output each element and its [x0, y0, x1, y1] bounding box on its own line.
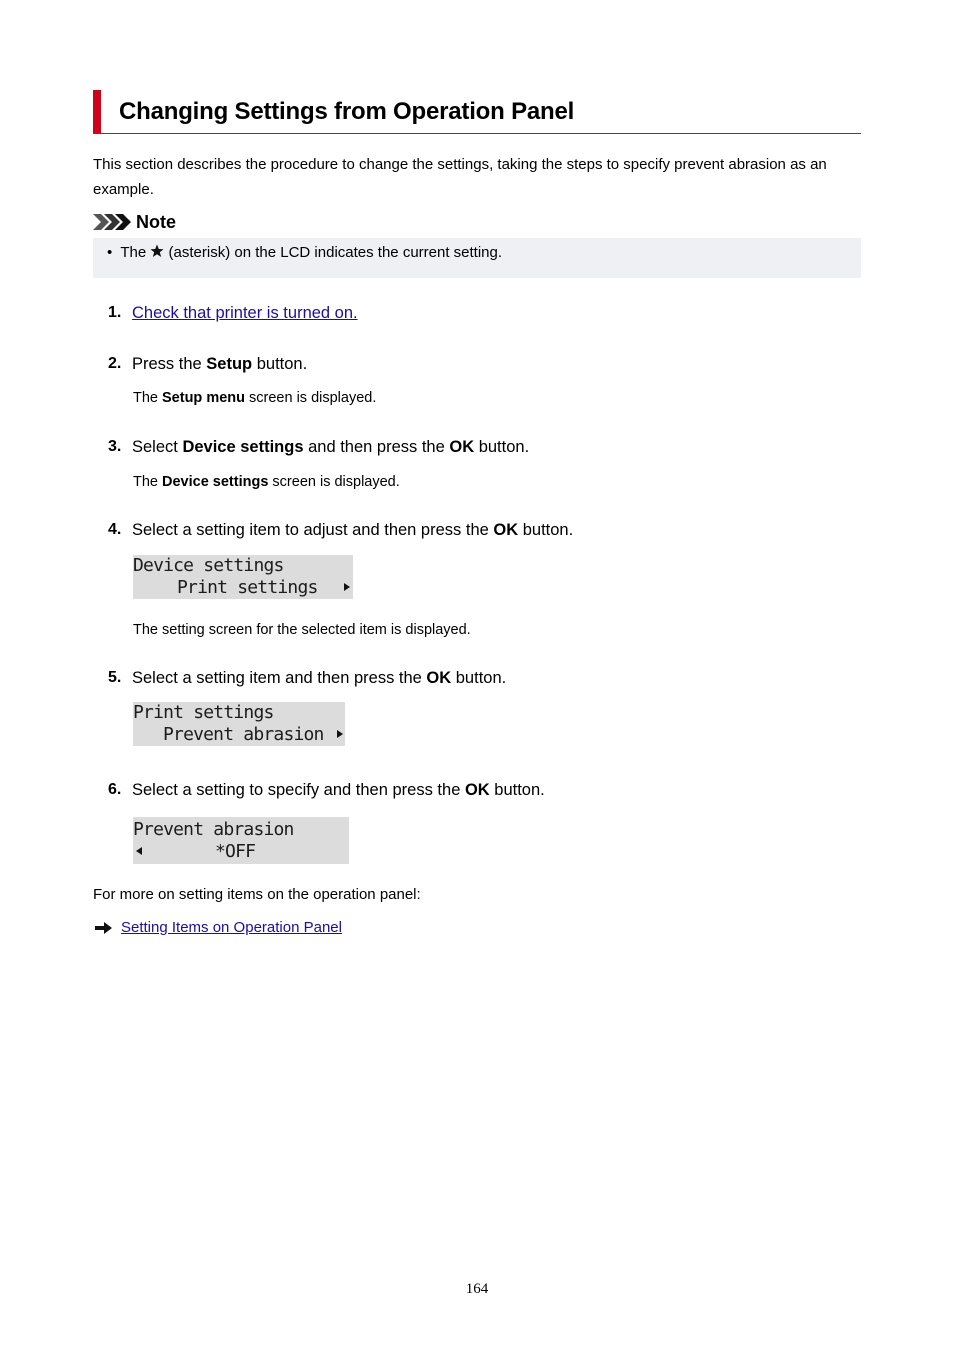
lcd-screen-device-settings — [133, 555, 353, 599]
bullet: • — [107, 244, 113, 261]
step-text-part: button. — [474, 438, 530, 456]
step-bold-part: OK — [426, 669, 452, 687]
right-arrow-icon — [95, 922, 112, 934]
step-4-text — [132, 521, 573, 540]
asterisk-icon — [150, 244, 164, 258]
note-item — [107, 244, 502, 261]
step-text-part: and then press the — [303, 438, 450, 456]
more-info-text: For more on setting items on the operation panel: — [93, 886, 421, 903]
step-number: 6. — [108, 781, 122, 798]
step-bold-part: OK — [493, 521, 519, 539]
step-1-text — [132, 304, 358, 323]
note-chevrons-icon — [93, 214, 131, 230]
step-number: 4. — [108, 521, 122, 538]
step-bold-part: OK — [449, 438, 475, 456]
step-number: 2. — [108, 355, 122, 372]
step-bold-part: OK — [464, 781, 490, 799]
step-text-part: button. — [518, 521, 574, 539]
lcd-line-1: Print settings — [133, 702, 274, 723]
step-text-part: Select — [132, 438, 183, 456]
lcd-line-2: Print settings — [177, 577, 318, 598]
step-text-part: Select a setting to specify and then press the — [132, 781, 465, 799]
page-title: Changing Settings from Operation Panel — [119, 98, 575, 125]
step-3-result — [133, 474, 400, 490]
step-number: 5. — [108, 669, 122, 686]
result-text-part: The — [133, 474, 163, 490]
lcd-left-arrow-icon — [136, 847, 142, 855]
title-accent-bar — [93, 90, 101, 133]
result-text-part: screen is displayed. — [245, 390, 377, 406]
step-text-part: Press the — [132, 355, 207, 373]
step-text-part: button. — [252, 355, 308, 373]
step-text-part: button. — [489, 781, 545, 799]
lcd-line-1: Device settings — [133, 555, 284, 576]
step-text-part: button. — [451, 669, 507, 687]
lcd-screen-print-settings — [133, 702, 345, 746]
check-printer-on-link[interactable]: Check that printer is turned on. — [132, 304, 358, 322]
note-text-after: (asterisk) on the LCD indicates the current setting. — [168, 244, 503, 261]
step-bold-part: Device settings — [182, 438, 304, 456]
step-2-result — [133, 390, 376, 406]
setting-items-link[interactable]: Setting Items on Operation Panel — [121, 919, 342, 936]
step-2-text — [132, 355, 307, 374]
step-5-text — [132, 669, 506, 688]
note-label: Note — [136, 212, 176, 232]
result-text-part: The — [133, 390, 163, 406]
step-3-text — [132, 438, 529, 457]
step-text-part: Select a setting item to adjust and then press the — [132, 521, 494, 539]
step-4-result: The setting screen for the selected item is displayed. — [133, 622, 471, 638]
step-number: 1. — [108, 304, 122, 321]
lcd-right-arrow-icon — [337, 730, 343, 738]
lcd-line-2: *OFF — [215, 841, 256, 862]
step-text-part: Select a setting item and then press the — [132, 669, 427, 687]
page-number: 164 — [465, 1281, 489, 1297]
step-6-text — [132, 781, 545, 800]
section-title-block — [93, 90, 861, 134]
result-bold-part: Setup menu — [162, 390, 245, 406]
lcd-right-arrow-icon — [344, 583, 350, 591]
lcd-line-2: Prevent abrasion — [163, 724, 324, 745]
note-text-before: The — [120, 244, 147, 261]
intro-paragraph: This section describes the procedure to change the settings, taking the steps to specify prevent abrasion as an example. — [93, 156, 827, 198]
step-number: 3. — [108, 438, 122, 455]
result-text-part: screen is displayed. — [268, 474, 400, 490]
step-bold-part: Setup — [206, 355, 253, 373]
note-box — [93, 238, 861, 278]
lcd-line-1: Prevent abrasion — [133, 819, 294, 840]
lcd-screen-prevent-abrasion — [133, 817, 349, 864]
result-bold-part: Device settings — [162, 474, 269, 490]
